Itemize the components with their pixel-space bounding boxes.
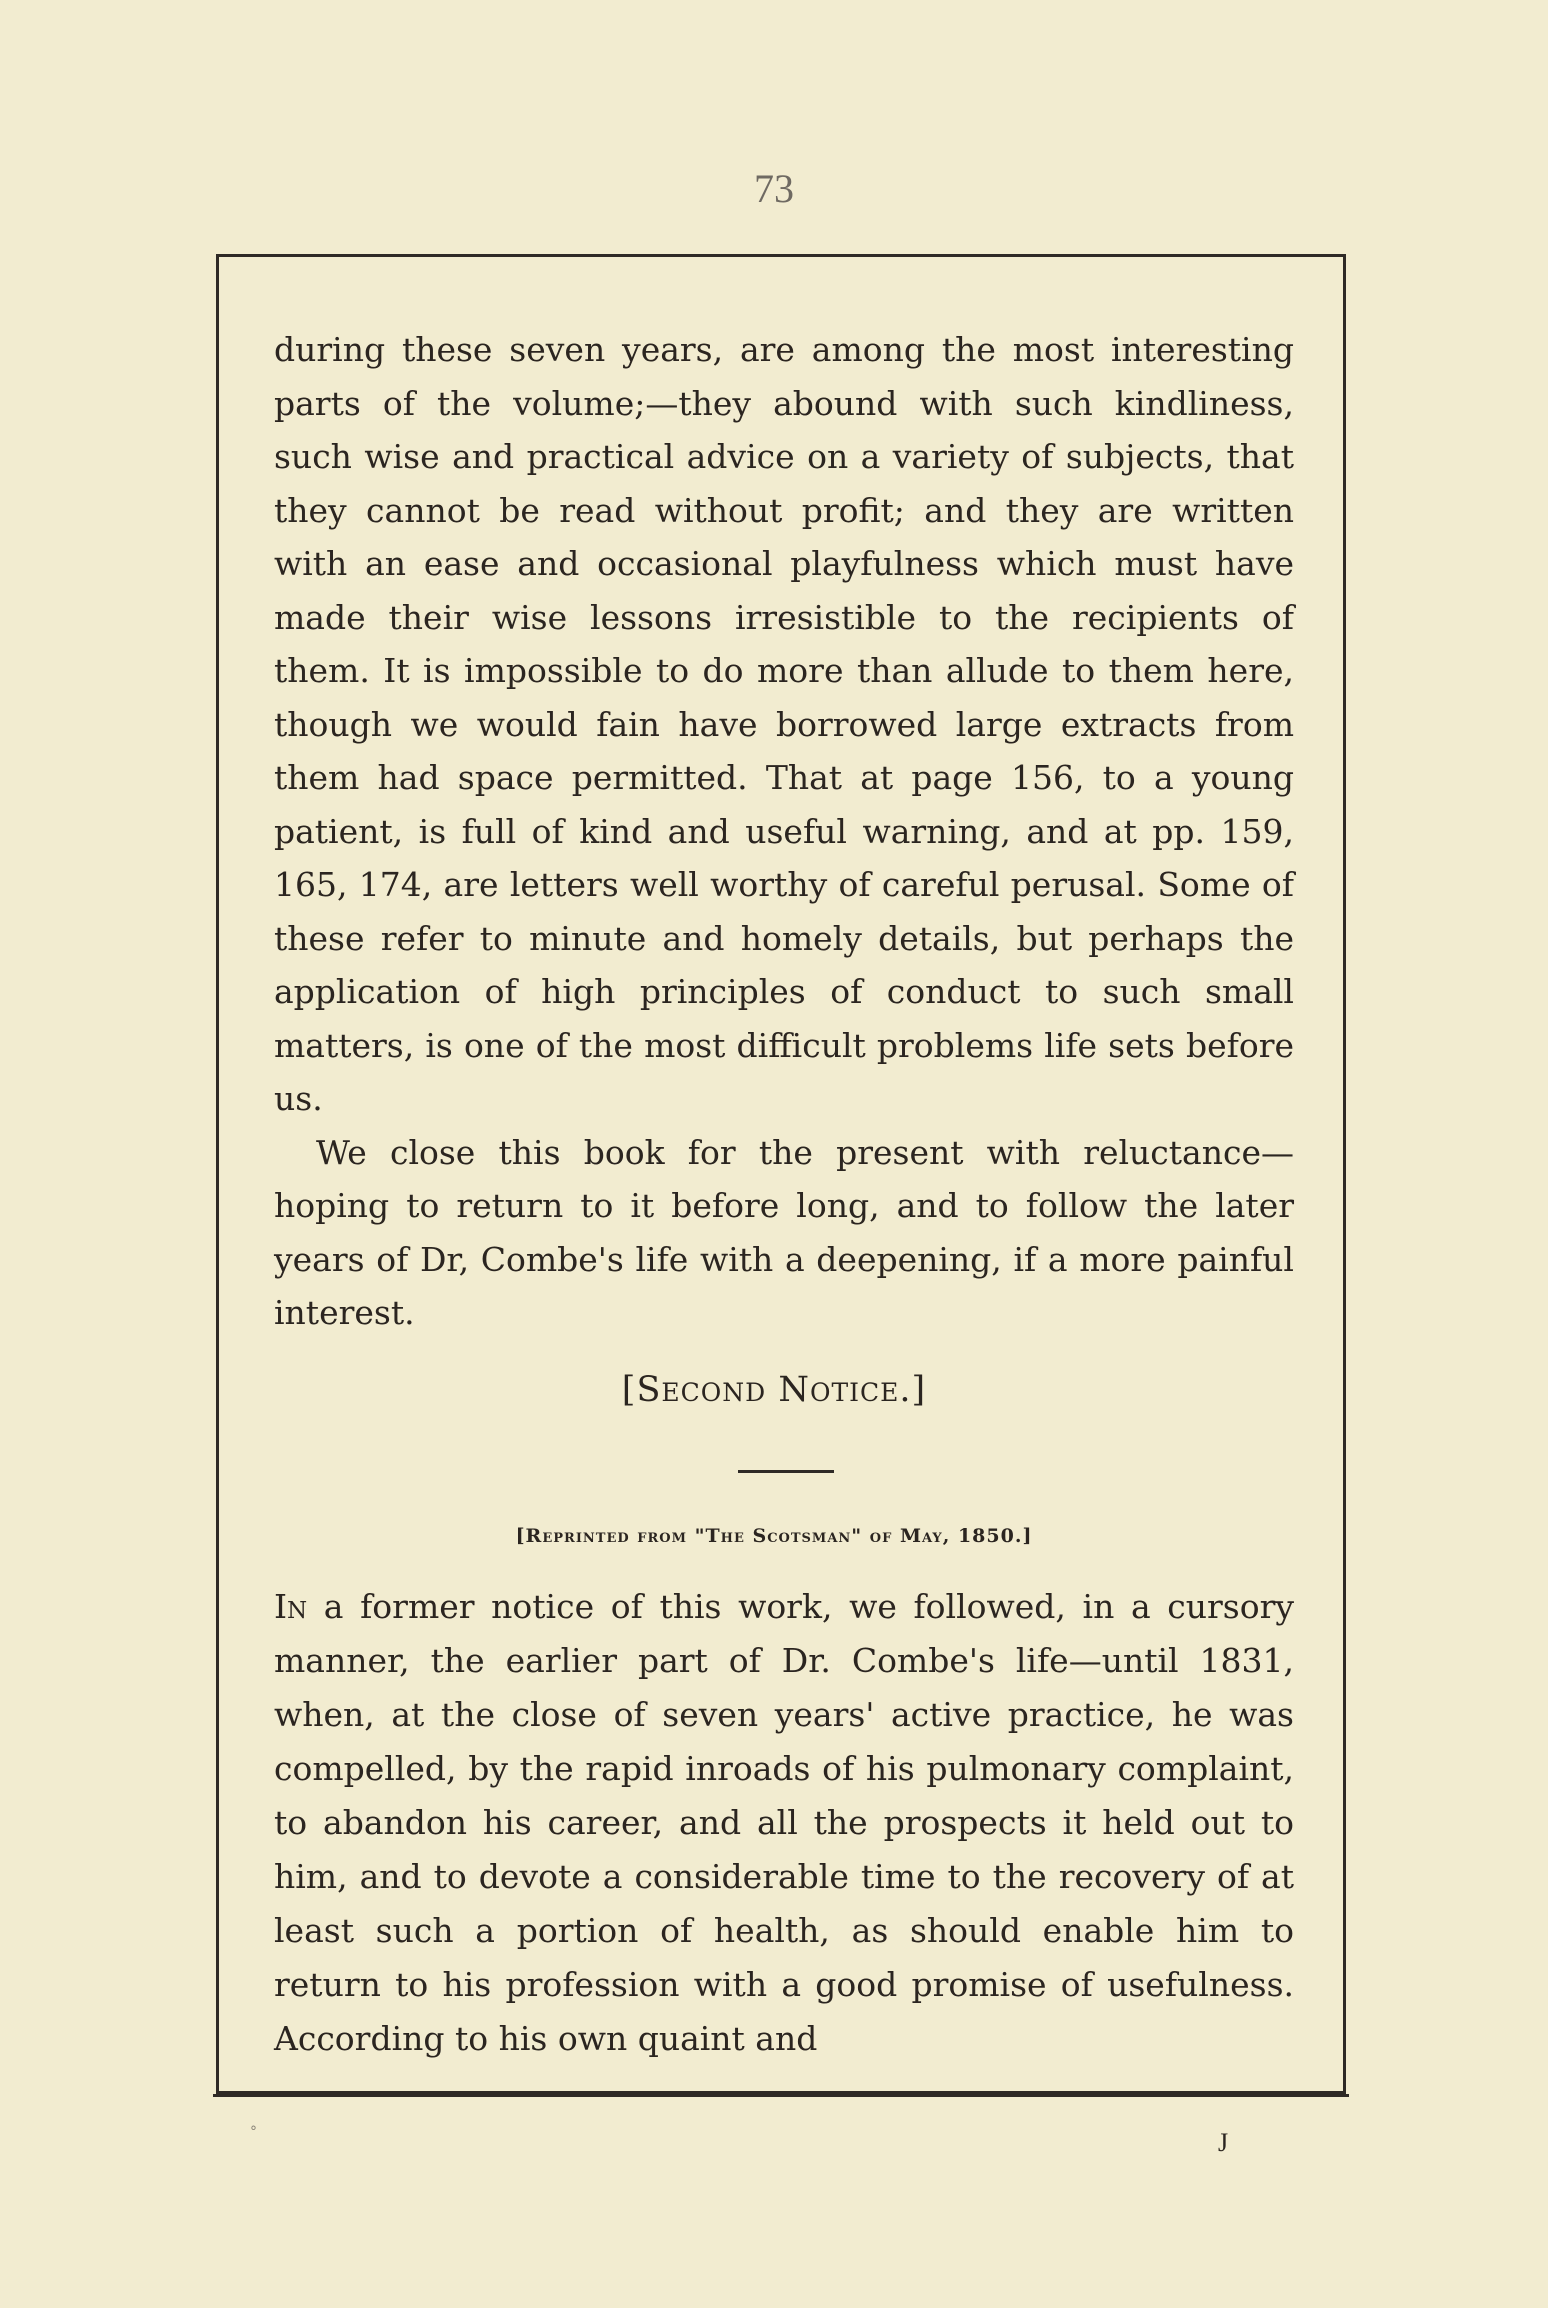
signature-mark: J	[1218, 2128, 1229, 2157]
second-notice-text: a former notice of this work, we followed, in a cursory manner, the earlier part of Dr. Combe's life—until 1831, when, at the close of seven years' active practice, he was compelled, by the rapid inroads of his pulmonary complaint, to abandon his career, and all the prospects it held out to him, and to devote a considerable time to the recovery of at least such a portion of health, as should enable him to return to his profession with a good promise of usefulness. According to his own quaint and	[274, 1587, 1294, 2058]
second-notice-body	[274, 1580, 1294, 2066]
page-number: 73	[754, 166, 794, 211]
second-notice-paragraph	[274, 1580, 1294, 2066]
lead-word: In	[274, 1587, 308, 1626]
heading-rule	[738, 1470, 834, 1473]
article-body	[274, 323, 1294, 1340]
stray-mark: °	[250, 2124, 257, 2140]
frame-bottom-rule	[213, 2094, 1349, 2097]
section-heading: [Second Notice.]	[621, 1370, 927, 1410]
paragraph-closing: We close this book for the present with reluctance—hoping to return to it before long, and to follow the later years of Dr, Combe's life with a deepening, if a more painful interest.	[274, 1132, 1294, 1332]
reprint-note: [Reprinted from "The Scotsman" of May, 1850.]	[515, 1525, 1033, 1547]
paragraph-continuation: during these seven years, are among the most interesting parts of the volume;—they abound with such kindliness, such wise and practical advice on a variety of subjects, that they cannot be read without profit; and they are written with an ease and occasional playfulness which must have made their wise lessons irresistible to the recipients of them. It is impossible to do more than allude to them here, though we would fain have borrowed large extracts from them had space permitted. That at page 156, to a young patient, is full of kind and useful warning, and at pp. 159, 165, 174, are letters well worthy of careful perusal. Some of these refer to minute and homely details, but perhaps the application of high principles of conduct to such small matters, is one of the most difficult problems life sets before us.	[274, 330, 1294, 1118]
